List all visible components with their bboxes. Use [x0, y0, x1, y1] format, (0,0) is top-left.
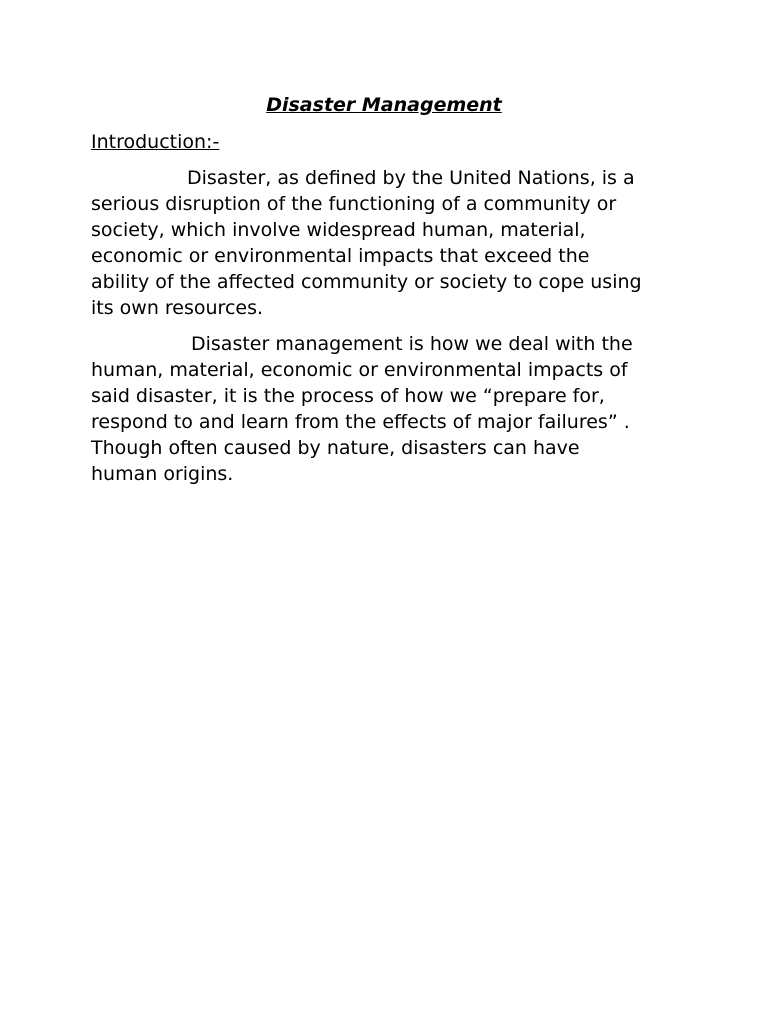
paragraph-disaster-management	[91, 331, 691, 487]
paragraph-line: serious disruption of the functioning of a community or	[91, 193, 617, 215]
paragraph-line: Disaster management is how we deal with the	[191, 333, 633, 355]
paragraph-line: society, which involve widespread human, material,	[91, 219, 586, 241]
paragraph-line: Disaster, as defined by the United Nations, is a	[187, 167, 635, 189]
paragraph-disaster-definition	[91, 165, 691, 321]
paragraph-line: its own resources.	[91, 297, 264, 319]
paragraph-line: ability of the affected community or society to cope using	[91, 271, 642, 293]
paragraph-line: said disaster, it is the process of how we “prepare for,	[91, 385, 605, 407]
paragraph-line: economic or environmental impacts that exceed the	[91, 245, 590, 267]
document-title: Disaster Management	[266, 94, 502, 116]
paragraph-line: human, material, economic or environmental impacts of	[91, 359, 628, 381]
paragraph-line: human origins.	[91, 463, 234, 485]
paragraph-line: respond to and learn from the effects of major failures” .	[91, 411, 630, 433]
paragraph-line: Though often caused by nature, disasters can have	[91, 437, 580, 459]
section-heading-introduction: Introduction:-	[91, 131, 220, 153]
